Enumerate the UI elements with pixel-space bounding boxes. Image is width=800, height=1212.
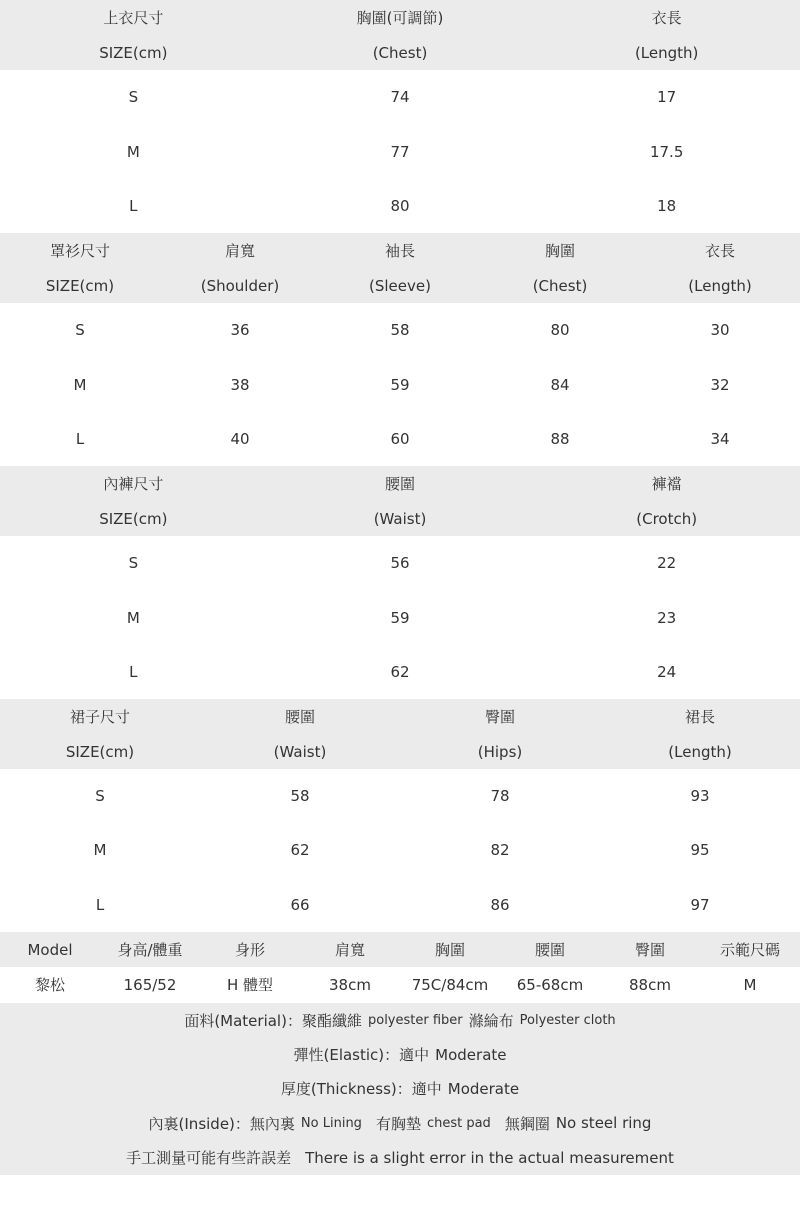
table-row: [0, 303, 800, 358]
table-header: [0, 699, 800, 769]
table-cell: 66: [290, 895, 310, 914]
header-row-en: [0, 734, 800, 769]
header-cell: 上衣尺寸: [103, 9, 164, 27]
skirt-size-table: [0, 699, 800, 932]
table-cell: 17.5: [649, 142, 684, 161]
header-cell: (Chest): [372, 43, 428, 62]
header-cell: 內褲尺寸: [103, 475, 164, 493]
header-cell: 腰圍: [284, 708, 315, 726]
table-row: [0, 769, 800, 823]
table-row: [0, 358, 800, 413]
header-cell: 胸圍(可調節): [356, 9, 444, 27]
header-cell: 衣長: [651, 9, 682, 27]
table-header: [0, 0, 800, 70]
header-row-en: [0, 35, 800, 70]
table-cell: M: [93, 841, 107, 860]
header-cell: 示範尺碼: [719, 941, 780, 959]
inside-line: [0, 1106, 800, 1140]
table-cell: M: [126, 142, 140, 161]
table-cell: 62: [390, 663, 410, 682]
table-cell: H 體型: [226, 976, 274, 994]
table-cell: 84: [550, 375, 570, 394]
table-row: [0, 125, 800, 180]
table-row: [0, 823, 800, 877]
model-header-row: [0, 932, 800, 967]
header-row-cn: [0, 466, 800, 501]
header-cell: 肩寬: [334, 941, 365, 959]
header-cell: (Length): [688, 276, 752, 295]
table-cell: S: [128, 88, 139, 107]
header-cell: (Length): [634, 43, 699, 62]
thickness-value: 適中: [411, 1080, 442, 1099]
material-value: 滌綸布: [468, 1011, 514, 1030]
model-info-table: [0, 932, 800, 1002]
table-cell: 88: [550, 430, 570, 449]
table-cell: 32: [710, 375, 730, 394]
header-cell: (Chest): [532, 276, 588, 295]
thickness-line: [0, 1072, 800, 1106]
table-row: [0, 179, 800, 234]
header-cell: 胸圍: [544, 242, 575, 260]
note-en: There is a slight error in the actual measurement: [305, 1148, 674, 1167]
header-cell: 腰圍: [385, 475, 416, 493]
table-row: [0, 591, 800, 646]
table-row: [0, 536, 800, 591]
table-cell: S: [95, 787, 105, 806]
inside-value: 無鋼圈: [504, 1114, 550, 1133]
elastic-value: Moderate: [435, 1045, 507, 1064]
table-body: [0, 70, 800, 234]
table-header: [0, 466, 800, 536]
table-cell: 86: [490, 895, 510, 914]
table-cell: 82: [490, 841, 510, 860]
header-row-en: [0, 268, 800, 303]
header-cell: 罩衫尺寸: [49, 242, 110, 260]
table-row: [0, 878, 800, 932]
table-row: [0, 412, 800, 467]
table-cell: 38: [230, 375, 250, 394]
table-cell: 165/52: [123, 975, 177, 994]
table-cell: 58: [290, 787, 310, 806]
note-line: [0, 1141, 800, 1175]
table-cell: 88cm: [629, 975, 671, 994]
table-cell: M: [126, 608, 140, 627]
fabric-info-section: [0, 1003, 800, 1175]
tops-size-table: [0, 0, 800, 234]
table-cell: L: [75, 430, 85, 449]
material-label: 面料(Material)：: [184, 1011, 302, 1030]
table-cell: 30: [710, 321, 730, 340]
header-cell: SIZE(cm): [65, 742, 135, 761]
header-cell: SIZE(cm): [99, 43, 168, 62]
header-row-cn: [0, 233, 800, 268]
header-cell: 身形: [234, 941, 265, 959]
inside-value: No steel ring: [555, 1114, 652, 1133]
header-cell: (Crotch): [636, 509, 698, 528]
header-cell: 身高/體重: [117, 941, 183, 959]
table-cell: 74: [390, 88, 410, 107]
header-cell: (Sleeve): [369, 276, 431, 295]
inside-label: 內裏(Inside)：: [148, 1114, 250, 1133]
note-cn: 手工測量可能有些許誤差: [126, 1149, 292, 1168]
header-cell: 裙長: [684, 708, 715, 726]
cardigan-size-table: [0, 233, 800, 467]
inside-value: 有胸墊: [375, 1114, 421, 1133]
header-cell: 袖長: [384, 242, 415, 260]
table-cell: 62: [290, 841, 310, 860]
header-cell: 臀圍: [484, 708, 515, 726]
table-cell: 97: [690, 895, 710, 914]
inside-value: chest pad: [426, 1115, 491, 1131]
header-cell: 腰圍: [534, 941, 565, 959]
table-cell: 40: [230, 430, 250, 449]
table-cell: M: [743, 975, 757, 994]
header-cell: (Length): [668, 742, 732, 761]
thickness-label: 厚度(Thickness)：: [280, 1080, 412, 1099]
header-cell: 臀圍: [634, 941, 665, 959]
elastic-line: [0, 1037, 800, 1071]
header-cell: (Shoulder): [200, 276, 280, 295]
material-value: polyester fiber: [367, 1012, 463, 1028]
model-value-row: [0, 967, 800, 1002]
table-row: [0, 645, 800, 700]
table-cell: 黎松: [34, 976, 65, 994]
header-cell: 胸圍: [434, 941, 465, 959]
table-cell: 23: [657, 608, 677, 627]
table-body: [0, 303, 800, 467]
table-cell: L: [95, 895, 105, 914]
table-cell: 17: [657, 88, 677, 107]
table-cell: 59: [390, 375, 410, 394]
header-cell: 肩寬: [224, 242, 255, 260]
elastic-label: 彈性(Elastic)：: [293, 1046, 400, 1065]
inside-value: 無內裏: [249, 1114, 295, 1133]
table-header: [0, 233, 800, 303]
table-cell: 65-68cm: [516, 975, 584, 994]
table-cell: 95: [690, 841, 710, 860]
header-cell: (Waist): [373, 509, 427, 528]
header-cell: SIZE(cm): [99, 509, 168, 528]
header-cell: (Hips): [477, 742, 523, 761]
shorts-size-table: [0, 466, 800, 700]
table-cell: 36: [230, 321, 250, 340]
table-cell: 80: [390, 197, 410, 216]
table-row: [0, 70, 800, 125]
inside-value: No Lining: [300, 1115, 362, 1131]
header-cell: Model: [27, 940, 73, 959]
table-cell: 56: [390, 554, 410, 573]
header-cell: SIZE(cm): [45, 276, 115, 295]
table-cell: L: [129, 197, 138, 216]
table-cell: 22: [657, 554, 677, 573]
header-row-en: [0, 501, 800, 536]
table-cell: 34: [710, 430, 730, 449]
table-body: [0, 536, 800, 700]
material-value: 聚酯纖維: [301, 1011, 362, 1030]
table-cell: S: [128, 554, 139, 573]
table-cell: 58: [390, 321, 410, 340]
header-cell: 衣長: [704, 242, 735, 260]
thickness-value: Moderate: [447, 1079, 520, 1098]
table-cell: 18: [657, 197, 677, 216]
table-cell: 60: [390, 430, 410, 449]
table-cell: 59: [390, 608, 410, 627]
table-cell: 38cm: [329, 975, 371, 994]
header-cell: (Waist): [273, 742, 327, 761]
elastic-value: 適中: [399, 1046, 430, 1065]
table-cell: 93: [690, 787, 710, 806]
material-value: Polyester cloth: [519, 1012, 616, 1028]
table-cell: 75C/84cm: [411, 975, 489, 994]
table-cell: S: [75, 321, 85, 340]
table-cell: M: [73, 375, 87, 394]
table-body: [0, 769, 800, 932]
material-line: [0, 1003, 800, 1037]
header-cell: 裙子尺寸: [69, 708, 130, 726]
table-cell: 77: [390, 142, 410, 161]
table-cell: L: [129, 663, 138, 682]
table-cell: 78: [490, 787, 510, 806]
header-row-cn: [0, 0, 800, 35]
header-row-cn: [0, 699, 800, 734]
header-cell: 褲襠: [651, 475, 682, 493]
table-cell: 24: [657, 663, 677, 682]
table-cell: 80: [550, 321, 570, 340]
